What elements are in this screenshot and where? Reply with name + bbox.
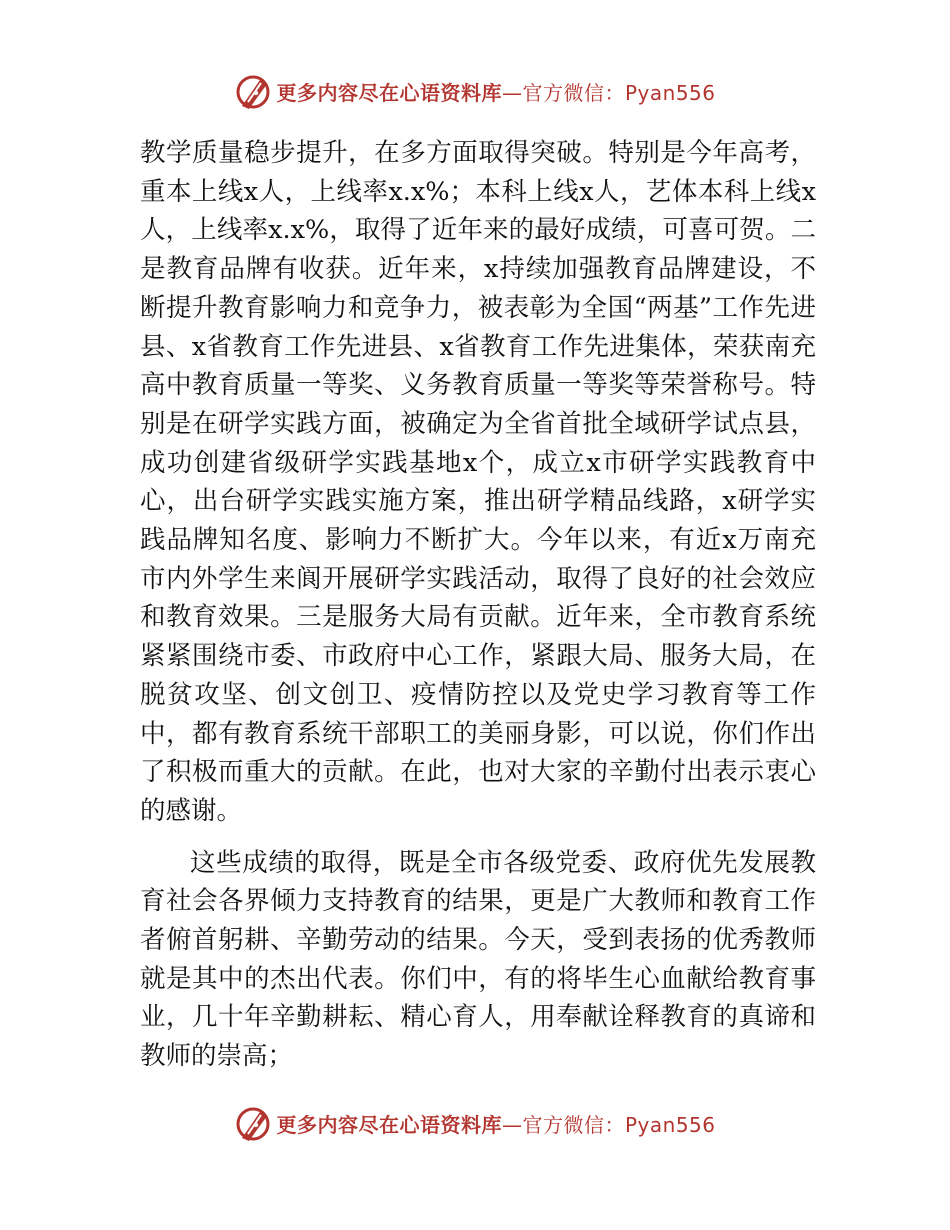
footer-banner-text: [276, 1109, 715, 1138]
body-paragraph: 这些成绩的取得，既是全市各级党委、政府优先发展教育社会各界倾力支持教育的结果，更是广大教师和教育工作者俯首躬耕、辛勤劳动的结果。今天，受到表扬的优秀教师就是其中的杰出代表。你们中，有的将毕生心血献给教育事业，几十年辛勤耕耘、精心育人，用奉献诠释教育的真谛和教师的崇高；: [140, 847, 816, 1072]
header-banner-text: [276, 77, 715, 106]
banner-contact-label: 官方微信：: [522, 80, 625, 105]
document-body: [140, 134, 816, 1076]
header-banner-inner: [234, 71, 715, 111]
banner-main-text: 更多内容尽在心语资料库: [276, 1112, 502, 1137]
banner-dash: —: [501, 1112, 523, 1137]
footer-watermark-banner: [0, 1100, 950, 1146]
banner-wechat-id: Pyan556: [624, 1112, 716, 1137]
banner-dash: —: [501, 80, 523, 105]
banner-main-text: 更多内容尽在心语资料库: [276, 80, 502, 105]
header-watermark-banner: [0, 68, 950, 114]
banner-wechat-id: Pyan556: [624, 80, 716, 105]
pen-tip-logo-icon: [234, 1103, 272, 1143]
footer-banner-inner: [234, 1103, 715, 1143]
body-paragraph: 教学质量稳步提升，在多方面取得突破。特别是今年高考，重本上线x人，上线率x.x%；本科上线x人，艺体本科上线x人，上线率x.x%，取得了近年来的最好成绩，可喜可贺。二是教育品牌有收获。近年来，x持续加强教育品牌建设，不断提升教育影响力和竞争力，被表彰为全国“两基”工作先进县、x省教育工作先进县、x省教育工作先进集体，荣获南充高中教育质量一等奖、义务教育质量一等奖等荣誉称号。特别是在研学实践方面，被确定为全省首批全域研学试点县，成功创建省级研学实践基地x个，成立x市研学实践教育中心，出台研学实践实施方案，推出研学精品线路，x研学实践品牌知名度、影响力不断扩大。今年以来，有近x万南充市内外学生来阆开展研学实践活动，取得了良好的社会效应和教育效果。三是服务大局有贡献。近年来，全市教育系统紧紧围绕市委、市政府中心工作，紧跟大局、服务大局，在脱贫攻坚、创文创卫、疫情防控以及党史学习教育等工作中，都有教育系统干部职工的美丽身影，可以说，你们作出了积极而重大的贡献。在此，也对大家的辛勤付出表示衷心的感谢。: [140, 138, 816, 826]
banner-contact-label: 官方微信：: [522, 1112, 625, 1137]
pen-tip-logo-icon: [234, 71, 272, 111]
